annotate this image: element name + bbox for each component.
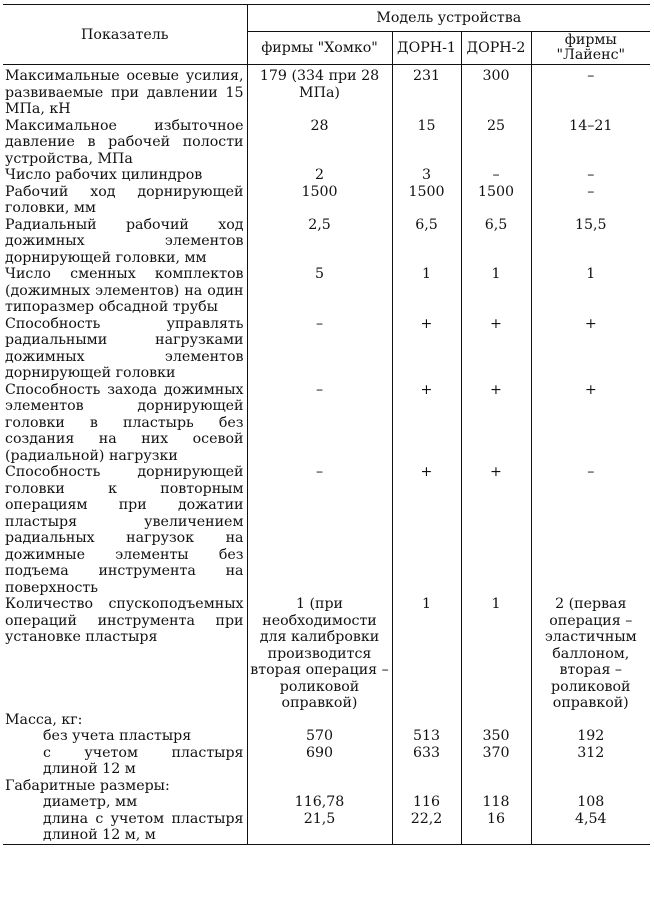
cell-dorn1: 116 [392,794,461,811]
cell-homko: 28 [247,118,392,168]
cell-dorn1: 633 [392,745,461,778]
cell-layens: 312 [531,745,650,778]
row-name: диаметр, мм [43,794,138,810]
table-row [3,184,650,217]
cell-layens: 192 [531,728,650,745]
row-name: Число сменных комплектов (дожимных элементов) на один типоразмер обсадной трубы [5,266,244,315]
table-row [3,316,650,382]
table-row [3,217,650,267]
table-body [3,65,650,845]
cell-dorn2: + [461,316,531,382]
row-name: Максимальное избыточное давление в рабочей полости устройства, МПа [5,117,244,167]
table-row [3,382,650,465]
table-row [3,266,650,316]
header-col-homko: фирмы "Хомко" [247,32,392,65]
row-name: Количество спускоподъемных операций инструмента при установке пластыря [5,596,244,645]
header-col-dorn2: ДОРН-2 [461,32,531,65]
cell-homko: 116,78 [247,794,392,811]
cell-homko: 570 [247,728,392,745]
cell-dorn2: 350 [461,728,531,745]
cell-layens: 14–21 [531,118,650,168]
table-row [3,728,650,745]
cell-dorn2: 300 [461,65,531,118]
cell-dorn1: 231 [392,65,461,118]
row-name: без учета пластыря [43,728,192,744]
cell-layens: – [531,167,650,184]
cell-layens: + [531,382,650,465]
cell-homko: – [247,316,392,382]
cell-dorn2: – [461,167,531,184]
row-name: Максимальные осевые усилия, развиваемые при давлении 15 МПа, кН [5,68,244,117]
cell-dorn2: 118 [461,794,531,811]
cell-homko: 2 [247,167,392,184]
cell-dorn2: 25 [461,118,531,168]
section-row-mass [3,712,650,729]
row-name: Способность захода дожимных элементов дорнирующей головки в пластырь без создания на них осевой (радиальной) нагрузки [5,381,244,464]
cell-dorn1: 1500 [392,184,461,217]
table-row [3,167,650,184]
cell-dorn1: 22,2 [392,811,461,845]
cell-homko: – [247,382,392,465]
cell-dorn1: + [392,382,461,465]
cell-layens: 15,5 [531,217,650,267]
row-name: Способность управлять радиальными нагрузками дожимных элементов дорнирующей головки [5,315,244,381]
cell-dorn2: 6,5 [461,217,531,267]
cell-layens: – [531,65,650,118]
cell-dorn1: + [392,464,461,596]
cell-dorn1: 1 [392,266,461,316]
table-row [3,464,650,596]
table-row [3,811,650,845]
header-col-layens: фирмы "Лайенс" [531,32,650,65]
row-name: Рабочий ход дорнирующей головки, мм [5,183,244,216]
header-indicator: Показатель [3,5,247,65]
cell-homko: 1 (при необходимости для калибровки производится вторая операция – роликовой оправкой) [247,596,392,712]
cell-layens: 4,54 [531,811,650,845]
row-name: Способность дорнирующей головки к повторным операциям при дожатии пластыря увеличением радиальных нагрузок на дожимные элементы без подъема инструмента на поверхность [5,464,244,596]
cell-homko: – [247,464,392,596]
cell-homko: 1500 [247,184,392,217]
cell-layens: 2 (первая операция – эластичным баллоном, вторая – роликовой оправкой) [531,596,650,712]
cell-layens: – [531,184,650,217]
cell-dorn1: 6,5 [392,217,461,267]
comparison-table [3,4,650,845]
cell-layens: – [531,464,650,596]
cell-dorn1: 513 [392,728,461,745]
cell-dorn1: 15 [392,118,461,168]
cell-homko: 2,5 [247,217,392,267]
table-row [3,596,650,712]
section-row-dims [3,778,650,795]
section-title-dims: Габаритные размеры: [5,777,170,794]
header-col-dorn1: ДОРН-1 [392,32,461,65]
cell-dorn1: 1 [392,596,461,712]
cell-homko: 5 [247,266,392,316]
cell-homko: 21,5 [247,811,392,845]
cell-dorn2: + [461,464,531,596]
header-model-group: Модель устройства [247,5,650,32]
table-row [3,65,650,118]
section-title-mass: Масса, кг: [5,711,83,728]
table-row [3,794,650,811]
cell-homko: 179 (334 при 28 МПа) [247,65,392,118]
cell-dorn2: 1500 [461,184,531,217]
cell-homko: 690 [247,745,392,778]
row-name: Радиальный рабочий ход дожимных элементов дорнирующей головки, мм [5,216,244,266]
cell-layens: 1 [531,266,650,316]
row-name: длина с учетом пластыря длиной 12 м, м [3,811,247,845]
cell-dorn1: + [392,316,461,382]
cell-dorn2: + [461,382,531,465]
cell-dorn2: 1 [461,266,531,316]
row-name: Число рабочих цилиндров [5,167,203,183]
table-row [3,745,650,778]
row-name: с учетом пластыря длиной 12 м [43,744,244,777]
table-row [3,118,650,168]
cell-dorn2: 1 [461,596,531,712]
cell-layens: 108 [531,794,650,811]
cell-dorn2: 370 [461,745,531,778]
cell-layens: + [531,316,650,382]
cell-dorn1: 3 [392,167,461,184]
cell-dorn2: 16 [461,811,531,845]
